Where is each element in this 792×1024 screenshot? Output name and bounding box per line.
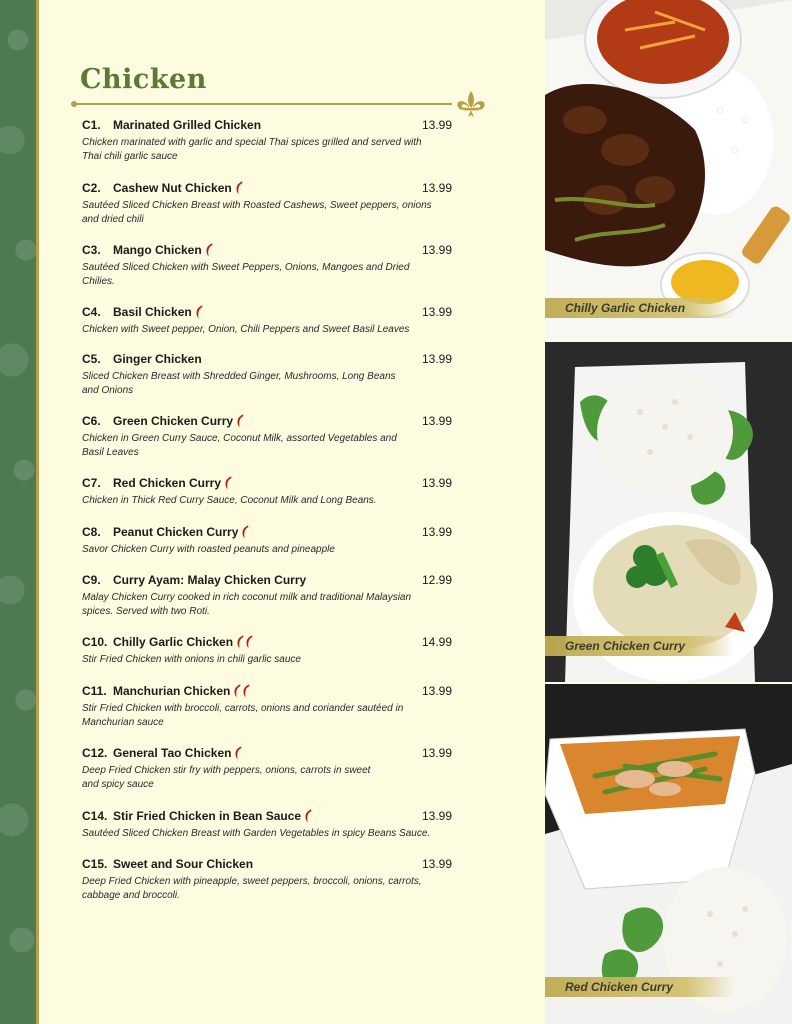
item-description — [82, 199, 437, 227]
item-description-line: Deep Fried Chicken stir fry with peppers, onions, carrots in sweet — [82, 765, 371, 776]
item-code: C1. — [82, 118, 101, 132]
item-description-line: Deep Fried Chicken with pineapple, sweet peppers, broccoli, onions, carrots, — [82, 876, 422, 887]
item-code: C11. — [82, 684, 107, 698]
menu-item-list — [82, 117, 452, 903]
dish-photo — [545, 684, 792, 1024]
item-header-row — [82, 117, 452, 133]
photo-caption: Red Chicken Curry — [545, 977, 735, 997]
item-price: 13.99 — [422, 414, 453, 428]
chili-pepper-icon — [233, 684, 242, 698]
item-header-row — [82, 242, 452, 258]
item-description-line: Sautéed Sliced Chicken with Sweet Peppers, Onions, Mangoes and Dried Chilies. — [82, 262, 410, 287]
menu-item — [82, 808, 452, 841]
fleur-de-lis-ornament-icon — [452, 88, 490, 120]
item-description-line: Basil Leaves — [82, 447, 139, 458]
menu-item — [82, 634, 452, 667]
item-description — [82, 323, 437, 337]
item-description — [82, 370, 437, 398]
item-name: Basil Chicken — [113, 305, 192, 319]
chili-pepper-icon — [242, 684, 251, 698]
item-description-line: Sautéed Sliced Chicken Breast with Garden Vegetables in spicy Beans Sauce. — [82, 828, 431, 839]
item-name: Marinated Grilled Chicken — [113, 118, 262, 132]
dish-illustration-icon — [545, 0, 792, 340]
item-code: C6. — [82, 414, 101, 428]
item-header-row — [82, 524, 452, 540]
item-price: 13.99 — [422, 684, 453, 698]
item-description-line: Stir Fried Chicken with broccoli, carrots, onions and coriander sautéed in — [82, 703, 404, 714]
chili-pepper-icon — [245, 635, 254, 649]
item-name: Mango Chicken — [113, 243, 202, 257]
item-name: Manchurian Chicken — [113, 684, 231, 698]
menu-item — [82, 475, 452, 508]
item-price: 13.99 — [422, 857, 453, 871]
item-header-row — [82, 351, 452, 367]
decorative-left-band — [0, 0, 36, 1024]
menu-item — [82, 180, 452, 227]
chili-pepper-icon — [224, 476, 233, 490]
item-description-line: and Onions — [82, 385, 134, 396]
menu-item — [82, 745, 452, 792]
item-price: 13.99 — [422, 352, 453, 366]
chili-pepper-icon — [236, 414, 245, 428]
item-name: Curry Ayam: Malay Chicken Curry — [113, 573, 307, 587]
dish-illustration-icon — [545, 684, 792, 1024]
chili-pepper-icon — [234, 746, 243, 760]
dish-photo — [545, 342, 792, 682]
dish-illustration-icon — [545, 342, 792, 682]
item-description — [82, 591, 437, 619]
gold-vertical-rule — [36, 0, 39, 1024]
item-description-line: Savor Chicken Curry with roasted peanuts and pineapple — [82, 544, 335, 555]
item-code: C2. — [82, 181, 101, 195]
item-name: Green Chicken Curry — [113, 414, 234, 428]
item-description-line: Malay Chicken Curry cooked in rich coconut milk and traditional Malaysian — [82, 592, 412, 603]
item-header-row — [82, 180, 452, 196]
item-description — [82, 653, 437, 667]
item-description-line: Manchurian sauce — [82, 717, 164, 728]
chili-pepper-icon — [195, 305, 204, 319]
dish-photo — [545, 0, 792, 340]
title-underline — [74, 103, 452, 105]
item-code: C14. — [82, 809, 108, 823]
item-header-row — [82, 572, 452, 588]
item-description — [82, 543, 437, 557]
item-price: 13.99 — [422, 746, 453, 760]
item-description — [82, 432, 437, 460]
item-code: C3. — [82, 243, 101, 257]
item-description-line: spices. Served with two Roti. — [82, 606, 210, 617]
page-title: Chicken — [80, 64, 207, 95]
title-rule-dot — [71, 101, 77, 107]
item-header-row — [82, 808, 452, 824]
photo-caption: Chilly Garlic Chicken — [545, 298, 735, 318]
item-name: Ginger Chicken — [113, 352, 202, 366]
item-price: 13.99 — [422, 181, 453, 195]
item-name: Red Chicken Curry — [113, 476, 222, 490]
menu-item — [82, 572, 452, 619]
menu-item — [82, 351, 452, 398]
chili-pepper-icon — [304, 809, 313, 823]
item-price: 13.99 — [422, 476, 453, 490]
item-description-line: Thai chili garlic sauce — [82, 151, 178, 162]
item-price: 13.99 — [422, 243, 453, 257]
item-description — [82, 702, 437, 730]
item-description-line: Chicken with Sweet pepper, Onion, Chili Peppers and Sweet Basil Leaves — [82, 324, 410, 335]
item-code: C8. — [82, 525, 101, 539]
item-code: C15. — [82, 857, 108, 871]
item-header-row — [82, 683, 452, 699]
item-description-line: Chicken in Thick Red Curry Sauce, Coconut Milk and Long Beans. — [82, 495, 377, 506]
item-price: 12.99 — [422, 573, 453, 587]
item-price: 13.99 — [422, 525, 453, 539]
item-name: General Tao Chicken — [113, 746, 232, 760]
item-header-row — [82, 634, 452, 650]
item-description-line: cabbage and broccoli. — [82, 890, 180, 901]
item-price: 13.99 — [422, 809, 453, 823]
chili-pepper-icon — [241, 525, 250, 539]
item-header-row — [82, 856, 452, 872]
menu-item — [82, 117, 452, 164]
item-code: C5. — [82, 352, 101, 366]
chili-pepper-icon — [236, 635, 245, 649]
item-description-line: Sliced Chicken Breast with Shredded Ginger, Mushrooms, Long Beans — [82, 371, 396, 382]
item-description — [82, 136, 437, 164]
chili-pepper-icon — [205, 243, 214, 257]
photo-caption: Green Chicken Curry — [545, 636, 735, 656]
item-name: Chilly Garlic Chicken — [113, 635, 234, 649]
item-name: Stir Fried Chicken in Bean Sauce — [113, 809, 302, 823]
item-description-line: and dried chili — [82, 214, 144, 225]
item-description-line: Stir Fried Chicken with onions in chili garlic sauce — [82, 654, 301, 665]
item-price: 13.99 — [422, 305, 453, 319]
menu-item — [82, 683, 452, 730]
item-code: C10. — [82, 635, 108, 649]
item-header-row — [82, 304, 452, 320]
item-description-line: Chicken marinated with garlic and special Thai spices grilled and served with — [82, 137, 422, 148]
item-name: Peanut Chicken Curry — [113, 525, 239, 539]
item-code: C9. — [82, 573, 101, 587]
item-description — [82, 494, 437, 508]
item-name: Sweet and Sour Chicken — [113, 857, 254, 871]
item-header-row — [82, 745, 452, 761]
item-description — [82, 827, 437, 841]
item-description — [82, 875, 437, 903]
menu-item — [82, 856, 452, 903]
item-name: Cashew Nut Chicken — [113, 181, 232, 195]
item-price: 14.99 — [422, 635, 453, 649]
menu-item — [82, 304, 452, 337]
item-code: C12. — [82, 746, 108, 760]
chili-pepper-icon — [235, 181, 244, 195]
menu-item — [82, 524, 452, 557]
item-code: C4. — [82, 305, 101, 319]
item-code: C7. — [82, 476, 101, 490]
menu-item — [82, 242, 452, 289]
item-description-line: Sautéed Sliced Chicken Breast with Roasted Cashews, Sweet peppers, onions — [82, 200, 432, 211]
item-description-line: and spicy sauce — [82, 779, 154, 790]
item-description — [82, 261, 437, 289]
item-price: 13.99 — [422, 118, 453, 132]
item-description-line: Chicken in Green Curry Sauce, Coconut Milk, assorted Vegetables and — [82, 433, 397, 444]
item-header-row — [82, 475, 452, 491]
menu-item — [82, 413, 452, 460]
item-description — [82, 764, 437, 792]
item-header-row — [82, 413, 452, 429]
